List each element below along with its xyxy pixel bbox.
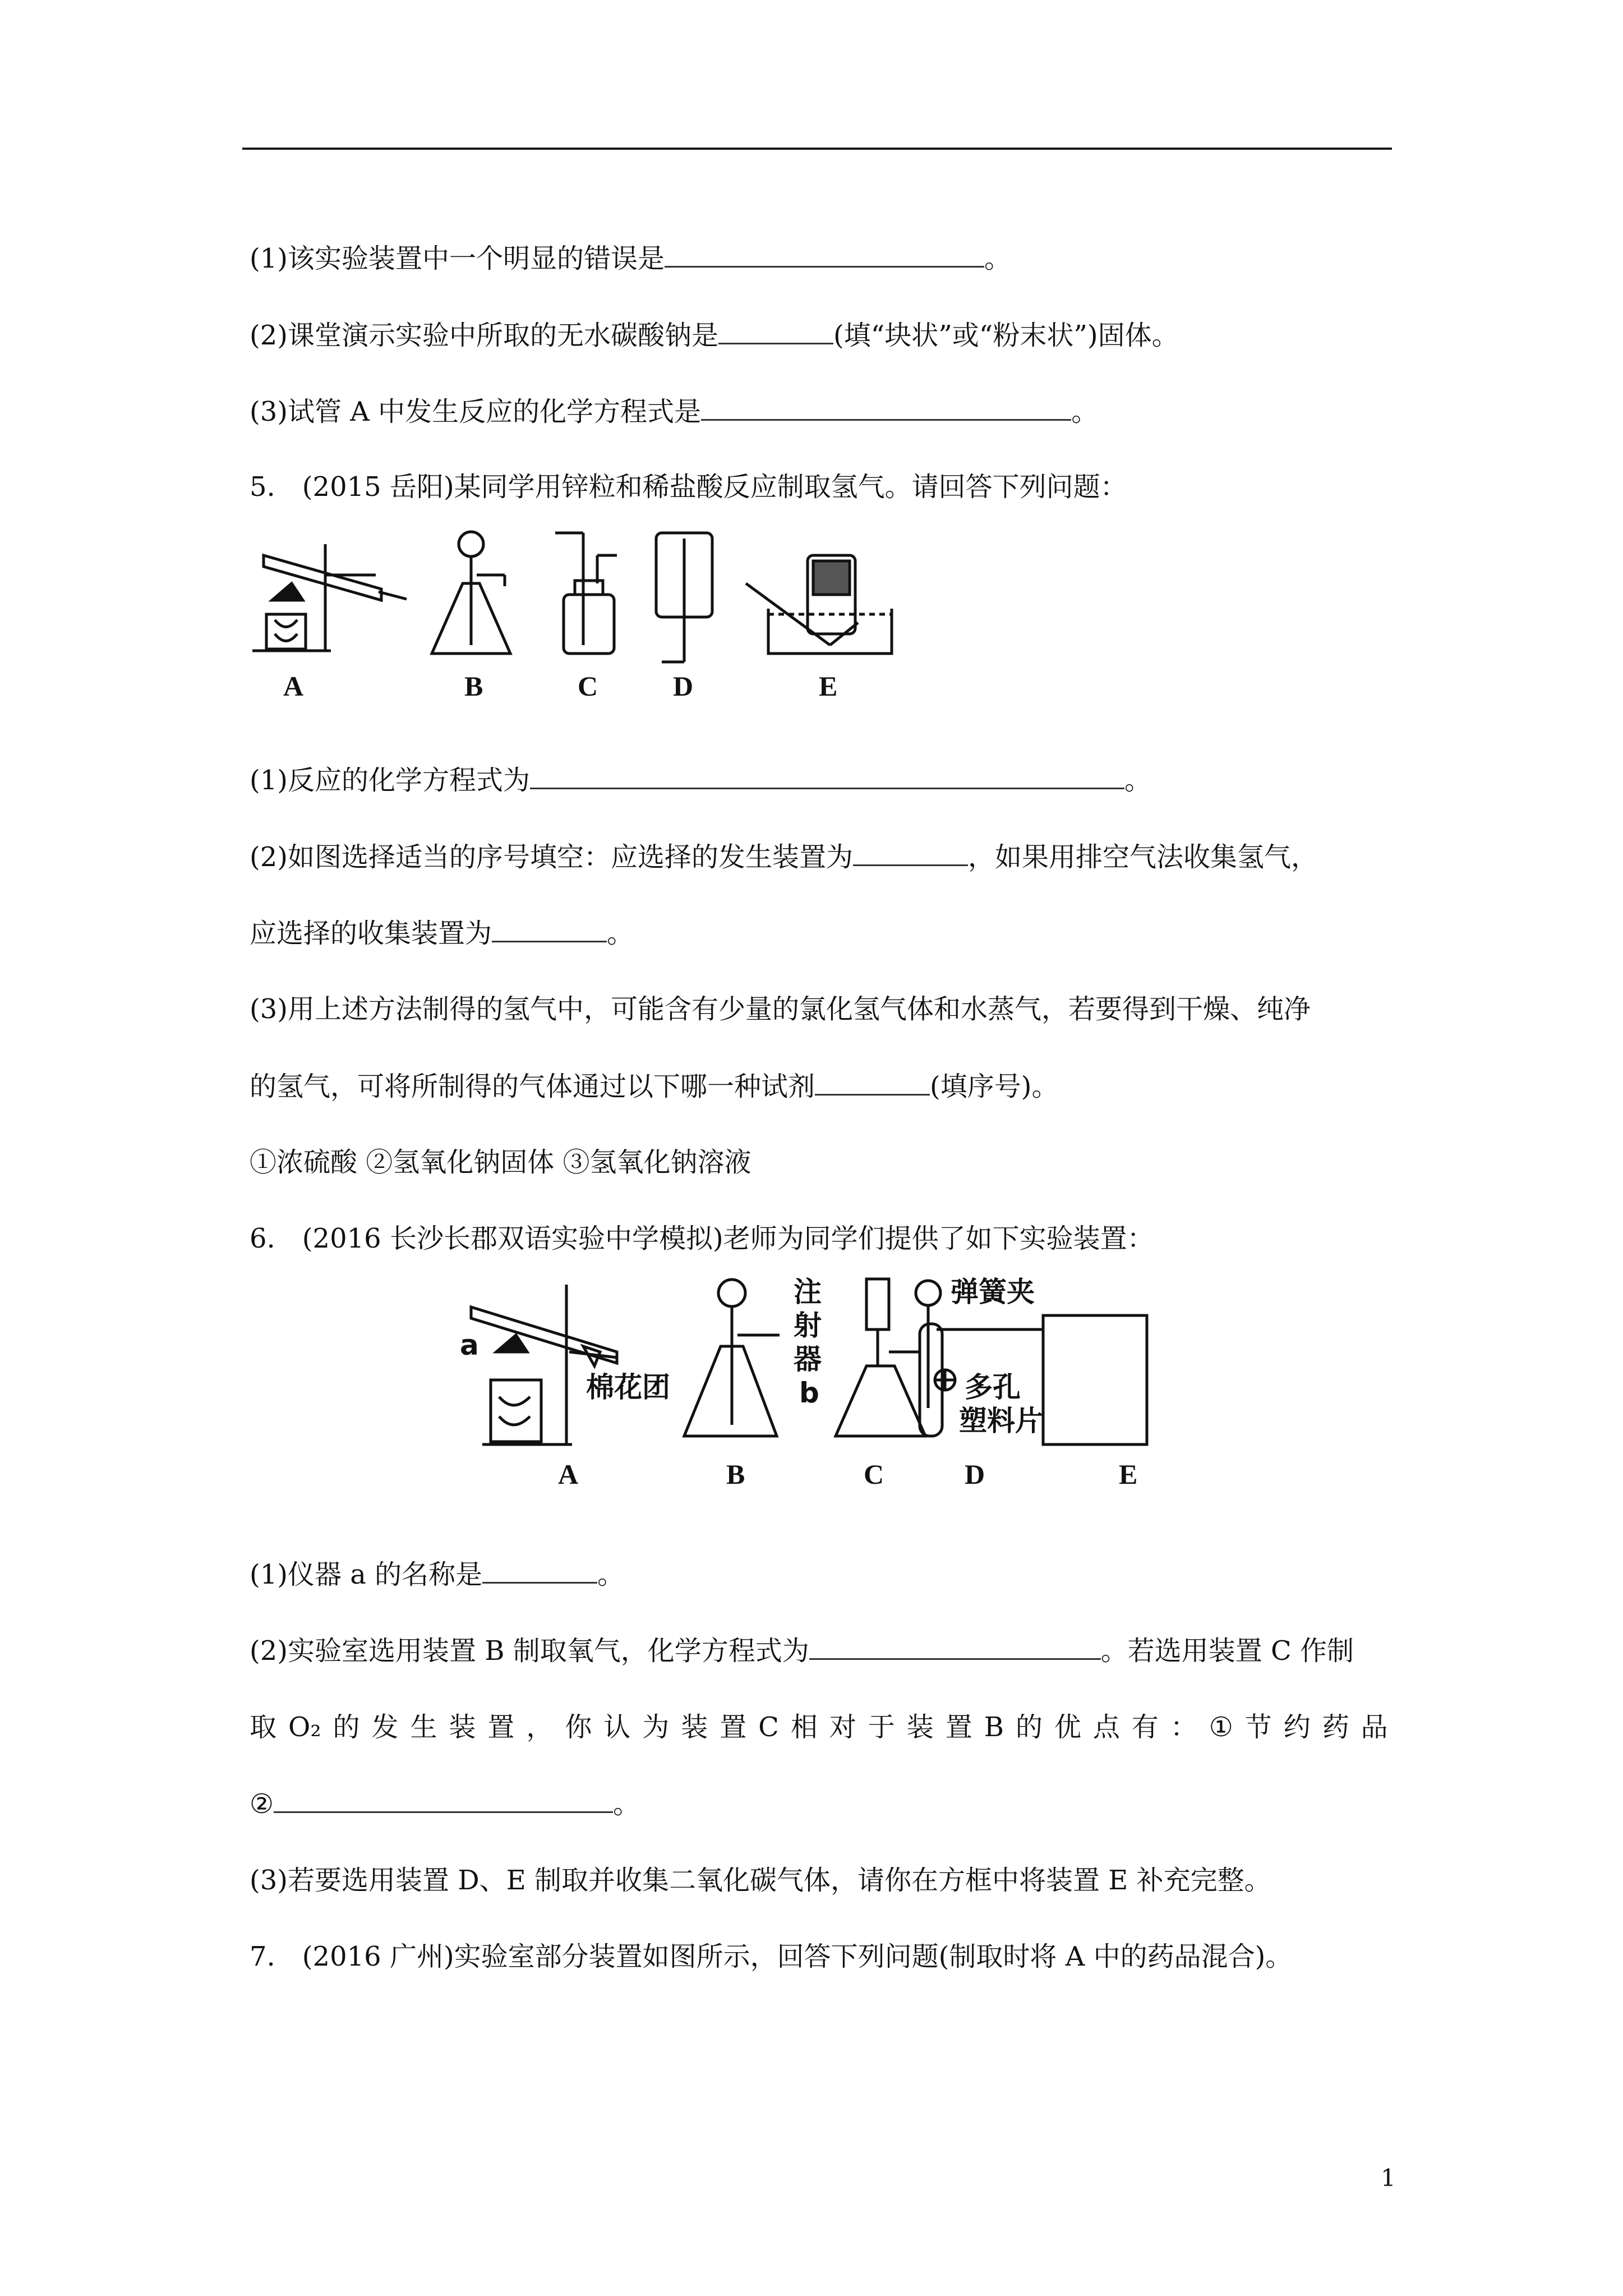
answer-blank[interactable] — [815, 1069, 930, 1096]
label-syringe-3: 器 — [794, 1343, 822, 1375]
label-e: E — [819, 670, 838, 702]
apparatus-a — [471, 1285, 617, 1444]
label-a: A — [558, 1458, 579, 1490]
q7-stem: 7. (2016 广州)实验室部分装置如图所示，回答下列问题(制取时将 A 中的药品混合)。 — [250, 1941, 1293, 1972]
q5-sub3-line1: (3)用上述方法制得的氢气中，可能含有少量的氯化氢气体和水蒸气，若要得到干燥、纯净 — [250, 993, 1311, 1025]
q6-stem: 6. (2016 长沙长郡双语实验中学模拟)老师为同学们提供了如下实验装置： — [250, 1223, 1154, 1254]
answer-blank[interactable] — [665, 241, 984, 268]
label-syringe-2: 射 — [794, 1309, 822, 1342]
label-instrument-b: b — [799, 1377, 819, 1409]
apparatus-c — [555, 533, 617, 654]
q6-sub2-line1: (2)实验室选用装置 B 制取氧气，化学方程式为 。若选用装置 C 作制 — [250, 1634, 1354, 1668]
q6-sub2-line2: 取 O₂ 的 发 生 装 置 ， 你 认 为 装 置 C 相 对 于 装 置 B 的 优 点 有 ： ① 节 约 药 品 — [250, 1711, 1388, 1743]
q6-figure — [449, 1268, 1189, 1492]
answer-blank[interactable] — [274, 1787, 613, 1813]
q6-sub2-line3: ② 。 — [250, 1787, 640, 1821]
label-clip: 弹簧夹 — [951, 1276, 1035, 1308]
q4-sub3: (3)试管 A 中发生反应的化学方程式是 。 — [250, 394, 1098, 429]
label-e: E — [1119, 1458, 1138, 1490]
q5-sub2-line2: 应选择的收集装置为 。 — [250, 916, 634, 950]
answer-blank[interactable] — [718, 318, 833, 344]
answer-blank[interactable] — [482, 1557, 597, 1584]
q5-sub1: (1)反应的化学方程式为 。 — [250, 763, 1151, 797]
label-b: B — [726, 1458, 745, 1490]
q5-sub3-line2: 的氢气，可将所制得的气体通过以下哪一种试剂 (填序号)。 — [250, 1069, 1058, 1103]
q5-sub2-line1: (2)如图选择适当的序号填空：应选择的发生装置为 ，如果用排空气法收集氢气， — [250, 840, 1318, 874]
label-c: C — [578, 670, 598, 702]
header-rule — [242, 148, 1392, 150]
q5-options: ①浓硫酸 ②氢氧化钠固体 ③氢氧化钠溶液 — [250, 1147, 751, 1178]
answer-blank[interactable] — [530, 763, 1124, 789]
q6-sub3: (3)若要选用装置 D、E 制取并收集二氧化碳气体，请你在方框中将装置 E 补充完整。 — [250, 1865, 1271, 1896]
label-cotton: 棉花团 — [586, 1371, 670, 1404]
apparatus-b — [684, 1280, 780, 1436]
apparatus-e — [746, 555, 892, 654]
answer-blank[interactable] — [853, 840, 968, 866]
label-b: B — [464, 670, 483, 702]
label-d: D — [965, 1458, 985, 1490]
q6-sub1: (1)仪器 a 的名称是 。 — [250, 1557, 624, 1591]
apparatus-a — [252, 544, 407, 651]
label-instrument-a: a — [460, 1329, 479, 1361]
apparatus-b — [432, 532, 510, 654]
answer-blank[interactable] — [809, 1634, 1101, 1660]
apparatus-c — [836, 1279, 925, 1436]
label-c: C — [864, 1458, 884, 1490]
answer-blank[interactable] — [701, 394, 1071, 421]
apparatus-d — [656, 533, 712, 662]
label-plate-2: 塑料片 — [959, 1405, 1043, 1437]
label-plate-1: 多孔 — [965, 1371, 1021, 1404]
q5-stem: 5. (2015 岳阳)某同学用锌粒和稀盐酸反应制取氢气。请回答下列问题： — [250, 471, 1127, 503]
page-number: 1 — [1381, 2164, 1396, 2192]
answer-blank[interactable] — [492, 916, 607, 942]
label-syringe-1: 注 — [794, 1276, 822, 1308]
q4-sub2: (2)课堂演示实验中所取的无水碳酸钠是 (填“块状”或“粉末状”)固体。 — [250, 318, 1179, 352]
q5-figure — [241, 522, 1015, 707]
q4-sub1: (1)该实验装置中一个明显的错误是 。 — [250, 241, 1011, 275]
label-d: D — [673, 670, 694, 702]
label-a: A — [283, 670, 304, 702]
